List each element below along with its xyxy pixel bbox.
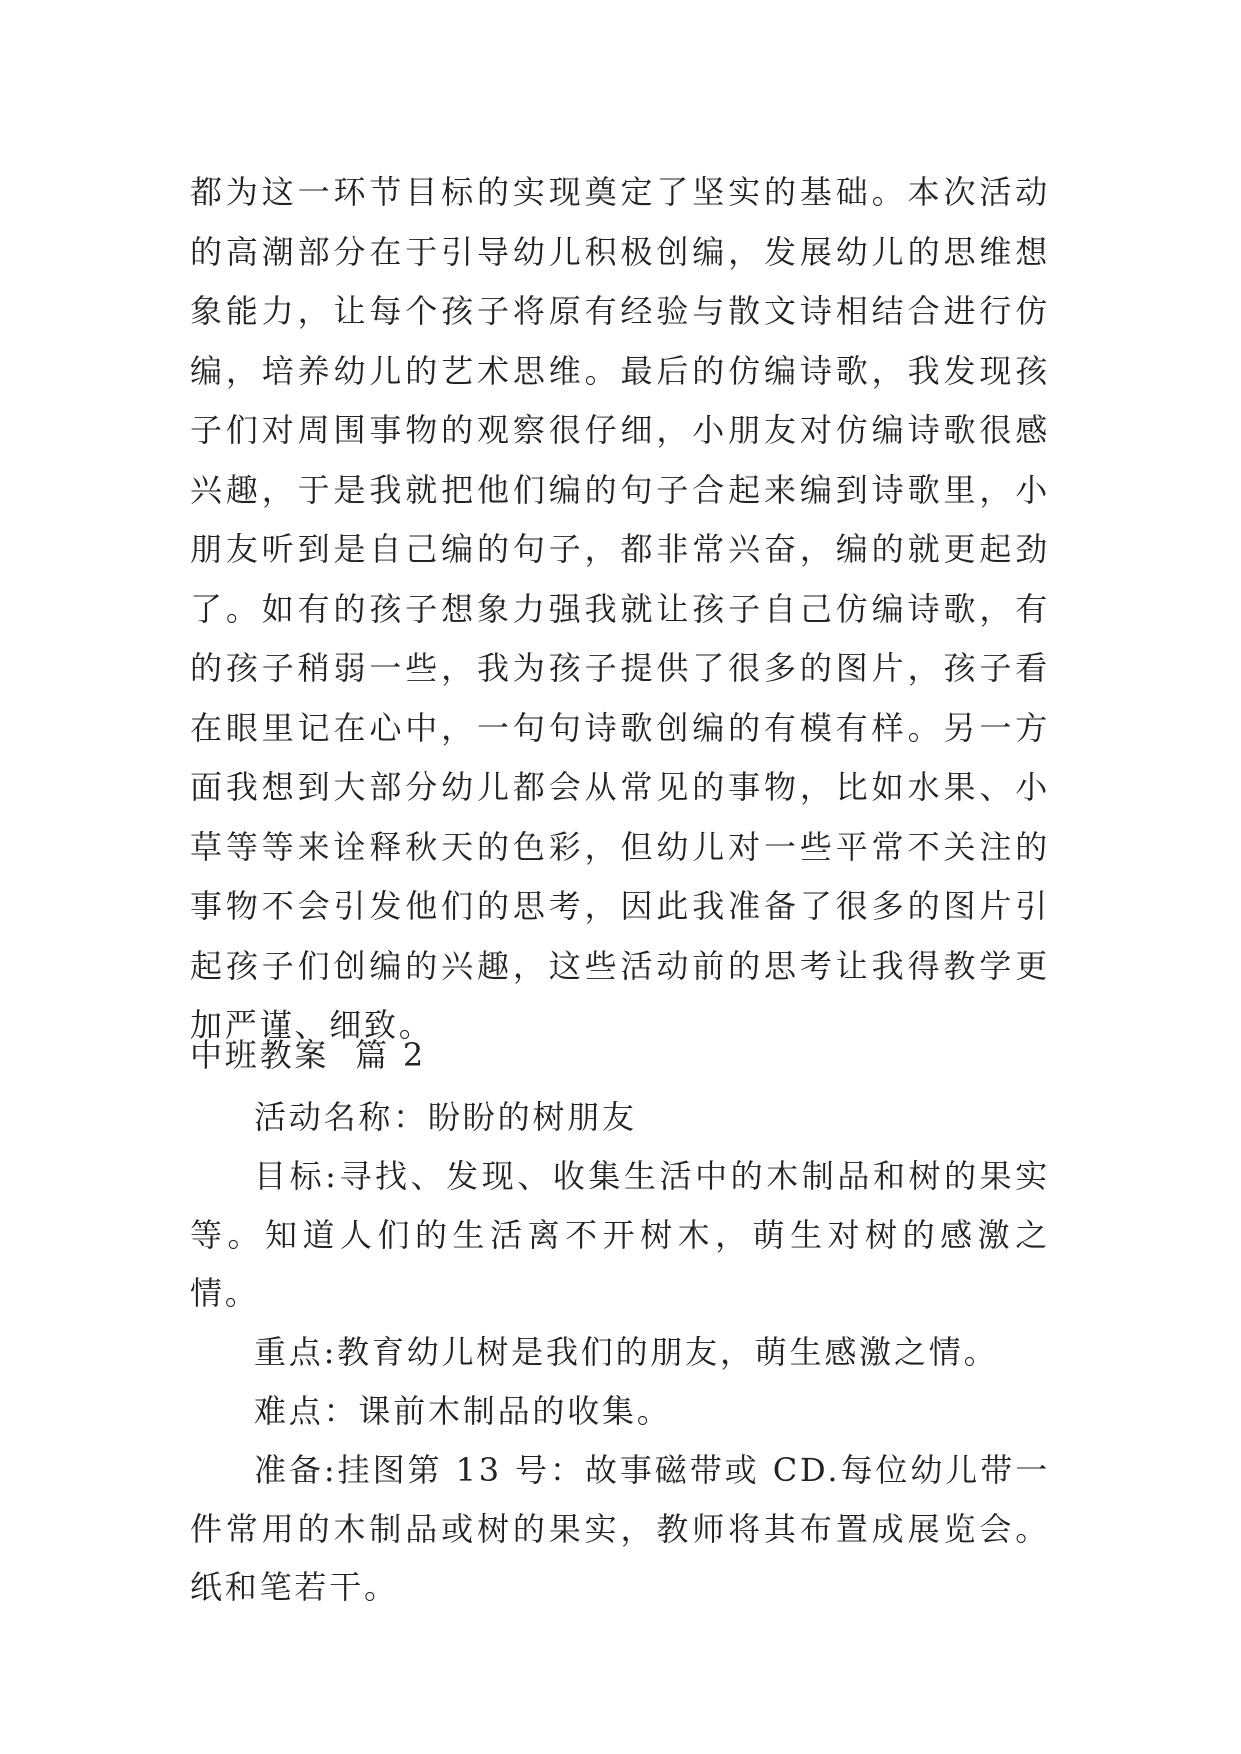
continuation-text-block [190,163,1050,1056]
difficulty-paragraph: 难点：课前木制品的收集。 [254,1391,672,1430]
section-title: 中班教案 篇 2 [190,1036,427,1074]
goal-paragraph: 目标:寻找、发现、收集生活中的木制品和树的果实等。知道人们的生活离不开树木，萌生对树的感激之情。 [190,1156,1050,1313]
continuation-paragraph: 都为这一环节目标的实现奠定了坚实的基础。本次活动的高潮部分在于引导幼儿积极创编，发展幼儿的思维想象能力，让每个孩子将原有经验与散文诗相结合进行仿编，培养幼儿的艺术思维。最后的仿编诗歌，我发现孩子们对周围事物的观察很仔细，小朋友对仿编诗歌很感兴趣，于是我就把他们编的句子合起来编到诗歌里，小朋友听到是自己编的句子，都非常兴奋，编的就更起劲了。如有的孩子想象力强我就让孩子自己仿编诗歌，有的孩子稍弱一些，我为孩子提供了很多的图片，孩子看在眼里记在心中，一句句诗歌创编的有模有样。另一方面我想到大部分幼儿都会从常见的事物，比如水果、小草等等来诠释秋天的色彩，但幼儿对一些平常不关注的事物不会引发他们的思考，因此我准备了很多的图片引起孩子们创编的兴趣，这些活动前的思考让我得教学更加严谨、细致。 [190,173,1050,1044]
activity-name-paragraph: 活动名称：盼盼的树朋友 [254,1098,637,1136]
key-point-paragraph: 重点:教育幼儿树是我们的朋友，萌生感激之情。 [254,1333,999,1372]
section-body [190,1088,1050,1617]
preparation-paragraph: 准备:挂图第 13 号：故事磁带或 CD.每位幼儿带一件常用的木制品或树的果实，教师将其布置成展览会。纸和笔若干。 [190,1450,1050,1607]
